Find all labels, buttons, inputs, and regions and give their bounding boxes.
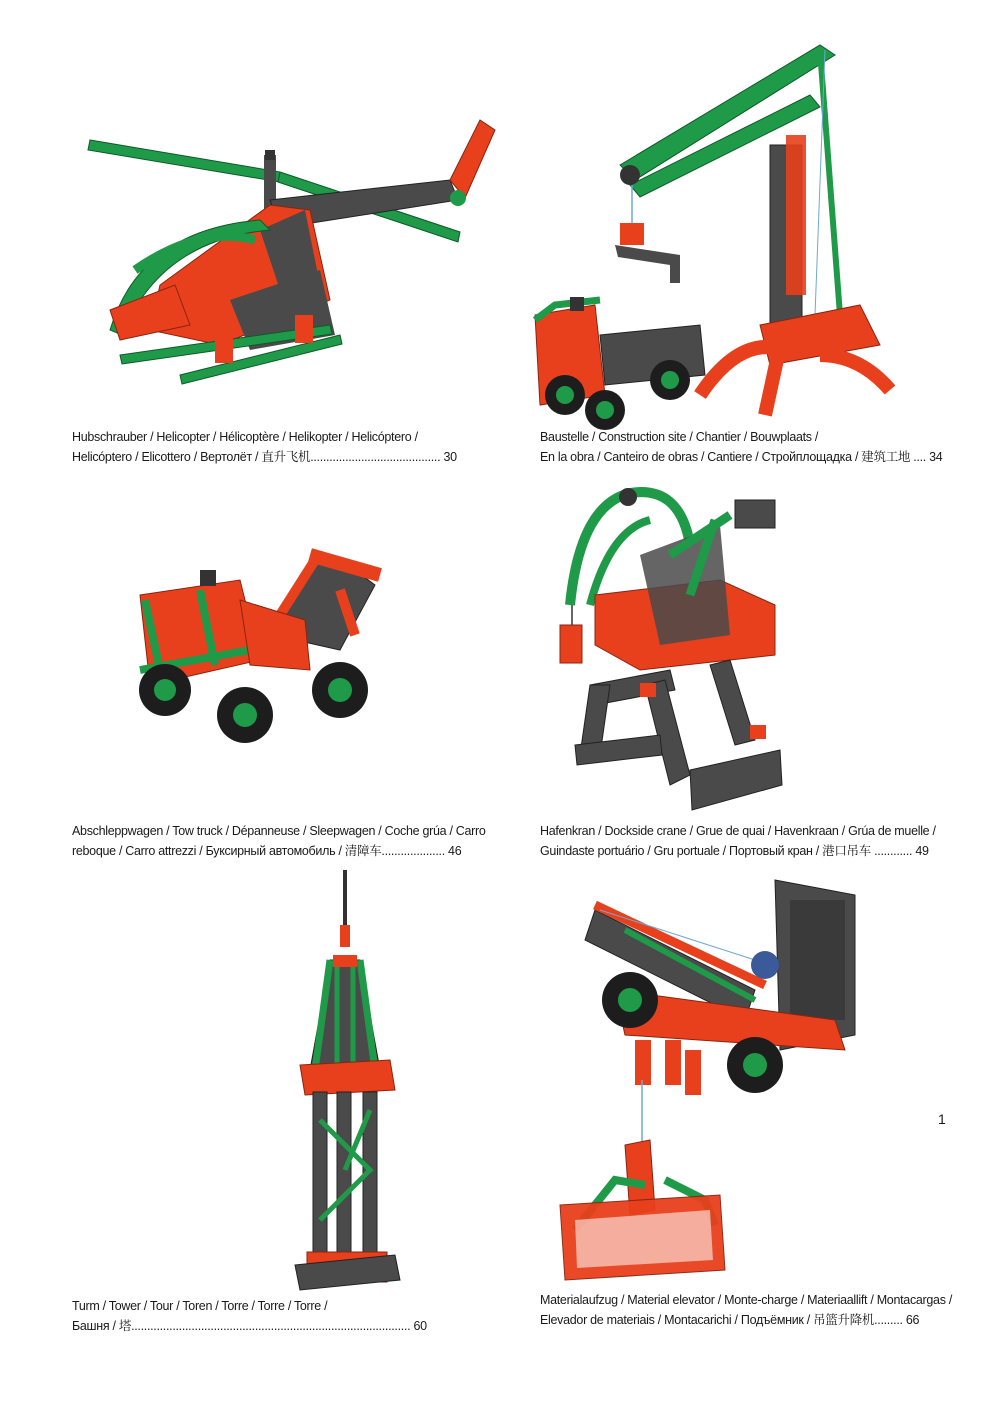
tow-truck-caption-line-2: reboque / Carro attrezzi / Буксирный автомобиль / 清障车.................... 46 [72,844,462,858]
material-elevator-model-icon [555,880,865,1290]
tow-truck-caption [72,821,486,861]
construction-site-caption-line-2: En la obra / Canteiro de obras / Cantiere / Стройплощадка / 建筑工地 .... 34 [540,450,943,464]
material-elevator-model-image [555,880,865,1290]
helicopter-model-image [80,110,510,400]
helicopter-caption [72,427,457,467]
dockside-crane-caption [540,821,936,861]
material-elevator-caption-line-1: Materialaufzug / Material elevator / Monte-charge / Materiaallift / Montacargas / [540,1293,953,1307]
tower-caption-line-2: Башня / 塔........................................................................................ 60 [72,1319,427,1333]
tower-caption-line-1: Turm / Tower / Tour / Toren / Torre / Torre / Torre / [72,1299,328,1313]
tower-caption [72,1296,427,1336]
material-elevator-caption-line-2: Elevador de materiais / Montacarichi / Подъёмник / 吊篮升降机......... 66 [540,1313,920,1327]
tower-model-icon [285,870,405,1290]
tower-model-image [285,870,405,1290]
dockside-crane-model-icon [550,485,810,820]
helicopter-caption-line-2: Helicóptero / Elicottero / Вертолёт / 直升飞机......................................... 30 [72,450,457,464]
material-elevator-caption [540,1290,952,1330]
dockside-crane-caption-line-1: Hafenkran / Dockside crane / Grue de quai / Havenkraan / Grúa de muelle / [540,824,936,838]
tow-truck-model-icon [130,540,390,755]
construction-site-caption-line-1: Baustelle / Construction site / Chantier / Bouwplaats / [540,430,819,444]
construction-site-model-image [520,35,920,425]
construction-site-model-icon [520,35,920,425]
dockside-crane-model-image [550,485,810,820]
dockside-crane-caption-line-2: Guindaste portuário / Gru portuale / Портовый кран / 港口吊车 ............ 49 [540,844,929,858]
tow-truck-caption-line-1: Abschleppwagen / Tow truck / Dépanneuse / Sleepwagen / Coche grúa / Carro [72,824,486,838]
tow-truck-model-image [130,540,390,755]
helicopter-caption-line-1: Hubschrauber / Helicopter / Hélicoptère / Helikopter / Helicóptero / [72,430,418,444]
construction-site-caption [540,427,942,467]
helicopter-model-icon [80,110,510,400]
page-number: 1 [938,1111,946,1127]
